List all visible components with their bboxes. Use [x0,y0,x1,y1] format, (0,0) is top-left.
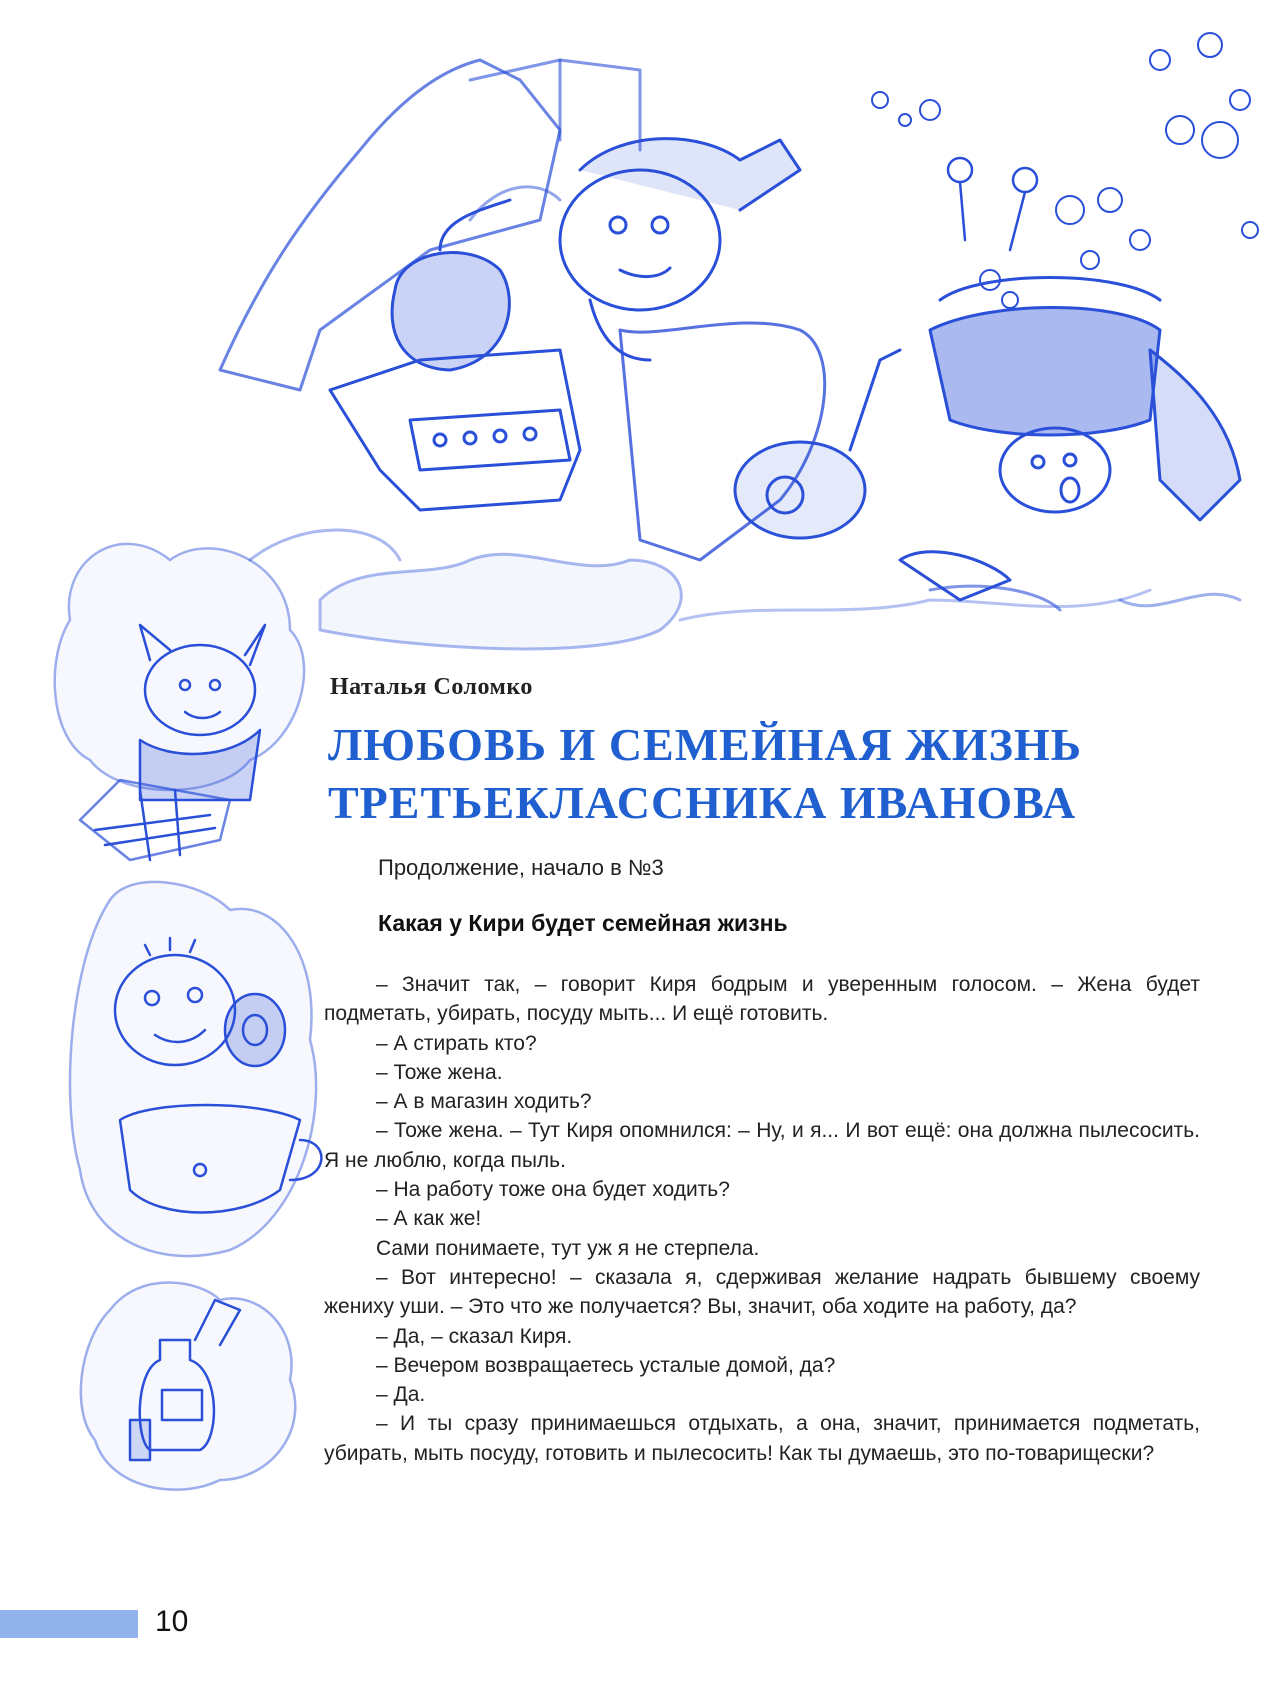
article-title [328,716,1268,832]
paragraph: – Вот интересно! – сказала я, сдерживая желание надрать бывшему своему жениху уши. – Это что же получается? Вы, значит, оба ходите на работу, да? [324,1265,1200,1319]
paragraph: – Тоже жена. – Тут Киря опомнился: – Ну, и я... И вот ещё: она должна пылесосить. Я не люблю, когда пыль. [324,1119,1200,1172]
continuation-note: Продолжение, начало в №3 [378,855,664,880]
paragraph: – А стирать кто? [376,1031,537,1055]
page-number: 10 [155,1605,189,1638]
section-subheading: Какая у Кири будет семейная жизнь [378,910,788,936]
paragraph: – И ты сразу принимаешься отдыхать, а она, значит, принимается подметать, убирать, мыть посуду, готовить и пылесосить! Как ты думаешь, это по-товарищески? [324,1412,1200,1465]
title-line-2: ТРЕТЬЕКЛАССНИКА ИВАНОВА [328,777,1077,828]
paragraph: – Да. [376,1383,426,1407]
article-body [324,970,1200,1468]
author-name: Наталья Соломко [330,674,533,700]
paragraph: – Вечером возвращаетесь усталые домой, да? [376,1353,836,1377]
paragraph: – Да, – сказал Киря. [376,1324,573,1348]
kitchen-scene-illustration [220,33,1258,649]
title-line-1: ЛЮБОВЬ И СЕМЕЙНАЯ ЖИЗНЬ [328,719,1083,770]
bottles-in-cloud-illustration [81,1283,295,1490]
paragraph: Сами понимаете, тут уж я не стерпела. [376,1236,760,1260]
page-number-bar [0,1610,138,1638]
paragraph: – Значит так, – говорит Киря бодрым и уверенным голосом. – Жена будет подметать, убирать, посуду мыть... И ещё готовить. [324,973,1200,1026]
baby-in-cup-illustration [70,882,321,1256]
paragraph: – А в магазин ходить? [376,1090,592,1114]
paragraph: – Тоже жена. [376,1060,503,1084]
cat-in-cloud-illustration [55,544,304,860]
paragraph: – А как же! [376,1207,482,1231]
paragraph: – На работу тоже она будет ходить? [376,1178,730,1202]
